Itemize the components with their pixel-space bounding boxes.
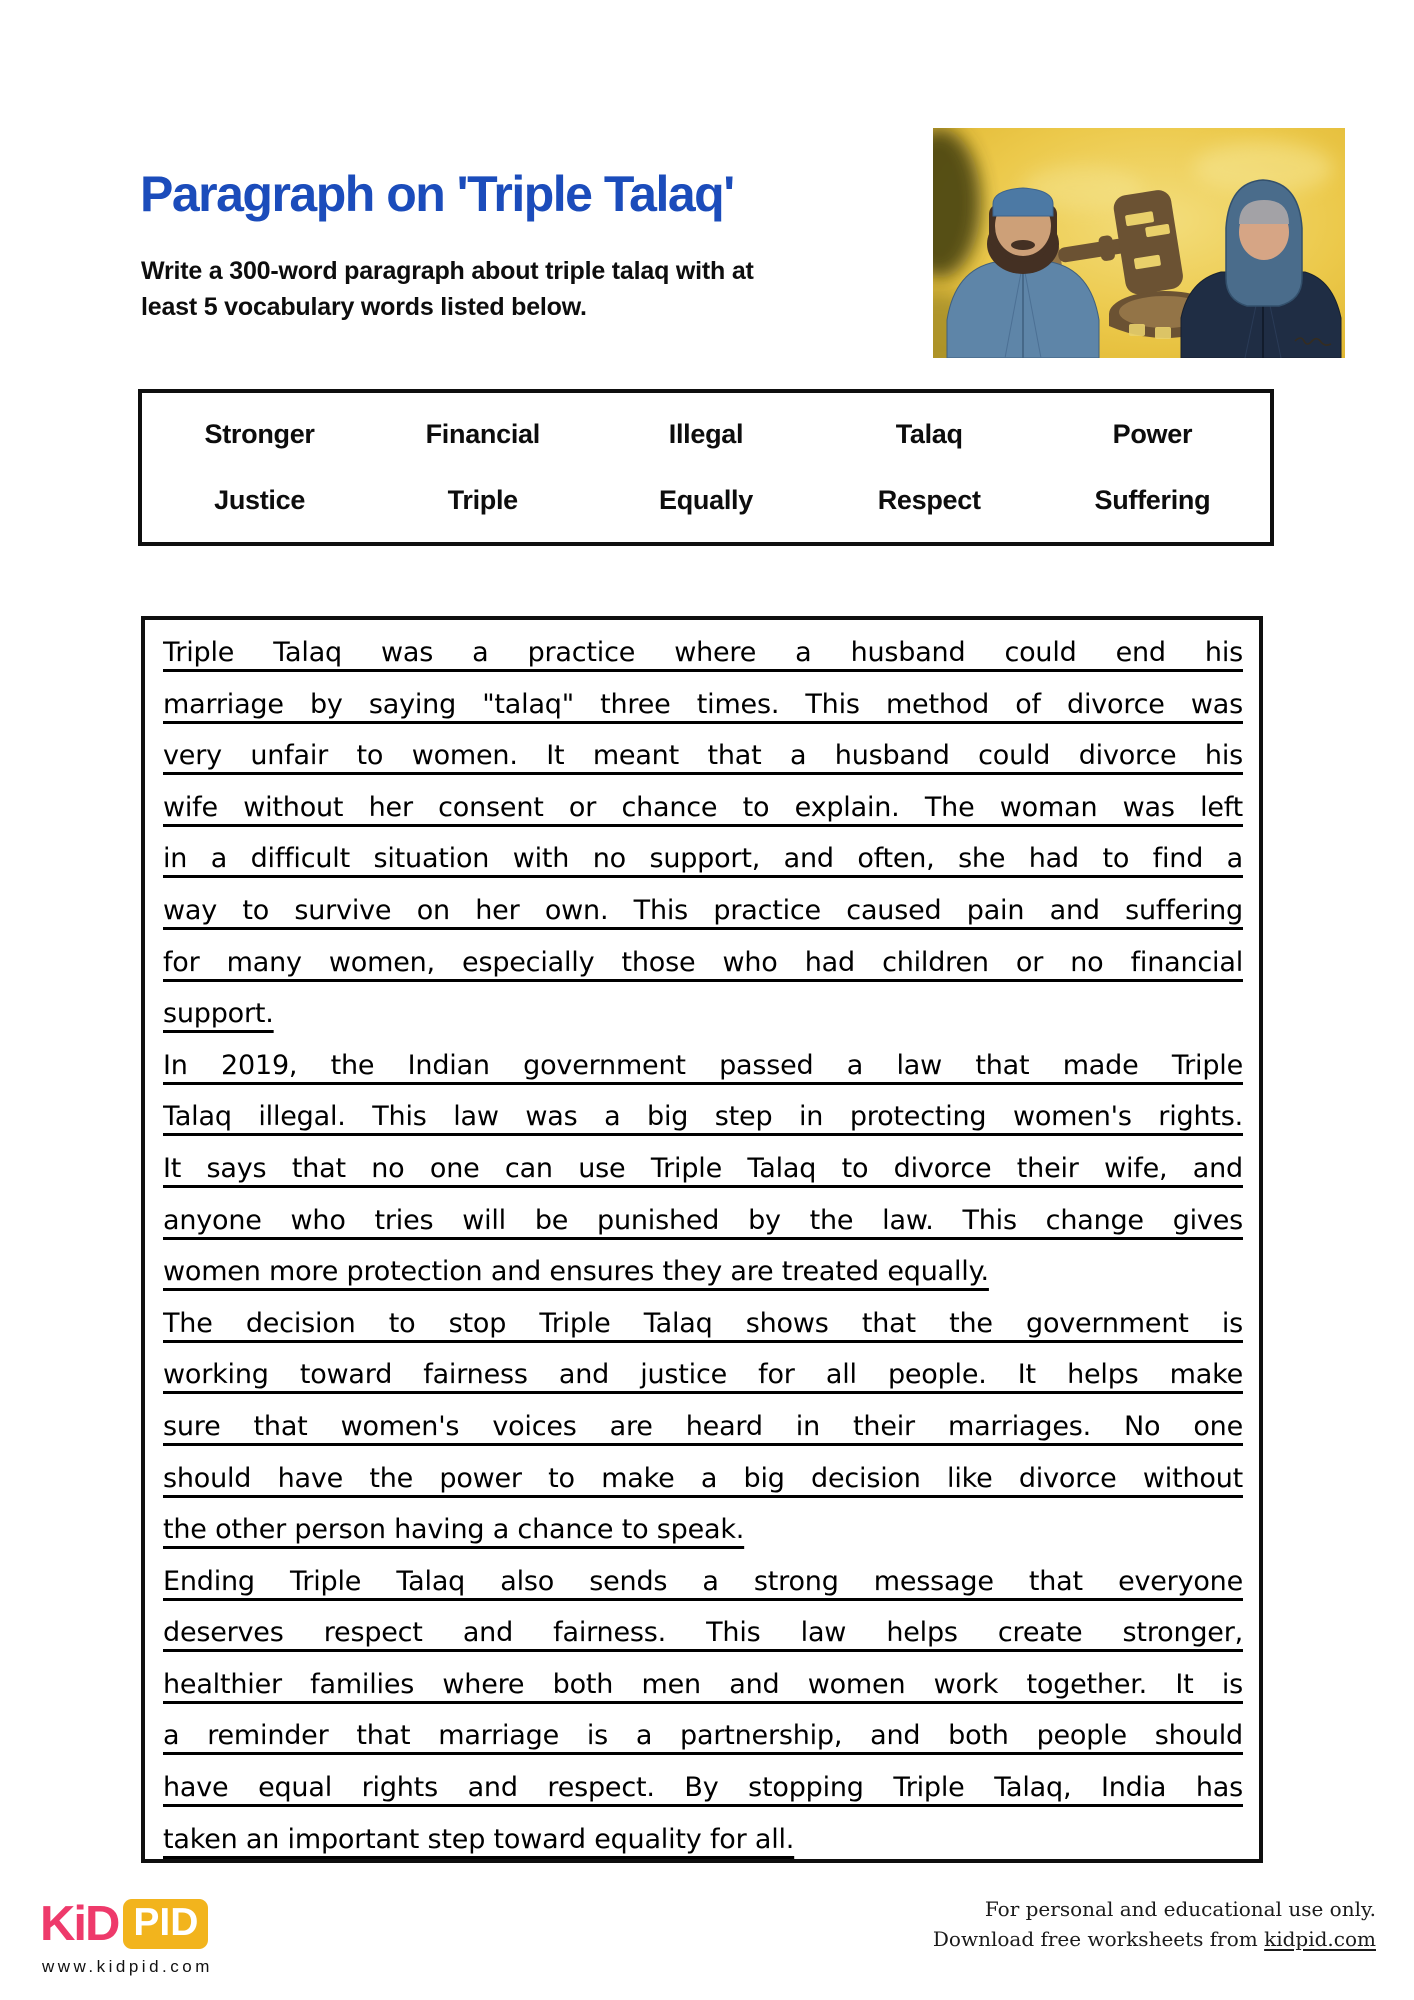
essay-line: It says that no one can use Triple Talaq to divorce their wife, and — [163, 1152, 1243, 1184]
essay-line: for many women, especially those who had children or no financial — [163, 946, 1243, 978]
essay-line: deserves respect and fairness. This law helps create stronger, — [163, 1617, 1243, 1649]
essay-line: have equal rights and respect. By stopping Triple Talaq, India has — [163, 1772, 1243, 1804]
kidpid-link[interactable]: kidpid.com — [1264, 1927, 1376, 1951]
essay-line: the other person having a chance to speak. — [163, 1514, 745, 1546]
vocab-word: Triple — [447, 485, 518, 516]
vocab-word: Talaq — [895, 418, 963, 449]
essay-line: In 2019, the Indian government passed a law that made Triple — [163, 1049, 1243, 1081]
footer-note — [933, 1894, 1376, 1954]
essay-line: healthier families where both men and women work together. It is — [163, 1668, 1243, 1700]
essay-box — [141, 616, 1263, 1863]
subtitle — [141, 253, 754, 325]
vocab-word: Illegal — [668, 418, 744, 449]
website-url: www.kidpid.com — [42, 1957, 213, 1976]
kidpid-logo — [40, 1896, 208, 1952]
vocab-word: Financial — [425, 418, 540, 449]
essay-line: Ending Triple Talaq also sends a strong message that everyone — [163, 1565, 1243, 1597]
subtitle-line-1: Write a 300-word paragraph about triple talaq with at — [141, 257, 754, 285]
illustration-svg — [933, 128, 1345, 358]
essay-line: taken an important step toward equality for all. — [163, 1823, 795, 1855]
vocabulary-box — [138, 389, 1274, 546]
essay-line: in a difficult situation with no support, and often, she had to find a — [163, 843, 1243, 875]
vocab-word: Power — [1112, 418, 1193, 449]
logo-pid-badge: PID — [123, 1899, 208, 1949]
essay-line: anyone who tries will be punished by the law. This change gives — [163, 1204, 1243, 1236]
talaq-illustration — [933, 128, 1345, 358]
vocab-word: Suffering — [1094, 485, 1211, 516]
page-title: Paragraph on 'Triple Talaq' — [140, 166, 734, 222]
footer-note-prefix: Download free worksheets from — [932, 1927, 1265, 1951]
essay-line: Triple Talaq was a practice where a husband could end his — [163, 637, 1243, 668]
essay-line: marriage by saying "talaq" three times. This method of divorce was — [163, 688, 1243, 720]
essay-line: way to survive on her own. This practice caused pain and suffering — [163, 894, 1243, 926]
essay-line: should have the power to make a big decision like divorce without — [163, 1462, 1243, 1494]
essay-line: a reminder that marriage is a partnership, and both people should — [163, 1720, 1243, 1752]
vocab-word: Equally — [659, 485, 753, 516]
essay-line: working toward fairness and justice for all people. It helps make — [163, 1359, 1243, 1391]
subtitle-line-2: least 5 vocabulary words listed below. — [141, 293, 587, 321]
vocab-word: Respect — [877, 485, 981, 516]
essay-line: sure that women's voices are heard in their marriages. No one — [163, 1410, 1243, 1442]
logo-kid-text: KiD — [40, 1897, 119, 1951]
essay-line: Talaq illegal. This law was a big step in protecting women's rights. — [163, 1101, 1243, 1133]
footer-note-line-2 — [933, 1924, 1376, 1954]
essay-line: women more protection and ensures they are treated equally. — [163, 1256, 989, 1288]
vocab-word: Stronger — [204, 418, 315, 449]
essay-line: wife without her consent or chance to explain. The woman was left — [163, 791, 1243, 823]
essay-line: support. — [163, 998, 274, 1030]
vocab-word: Justice — [214, 485, 306, 516]
essay-line: The decision to stop Triple Talaq shows that the government is — [163, 1307, 1243, 1339]
essay-line: very unfair to women. It meant that a husband could divorce his — [163, 740, 1243, 772]
footer-note-line-1: For personal and educational use only. — [984, 1897, 1376, 1921]
